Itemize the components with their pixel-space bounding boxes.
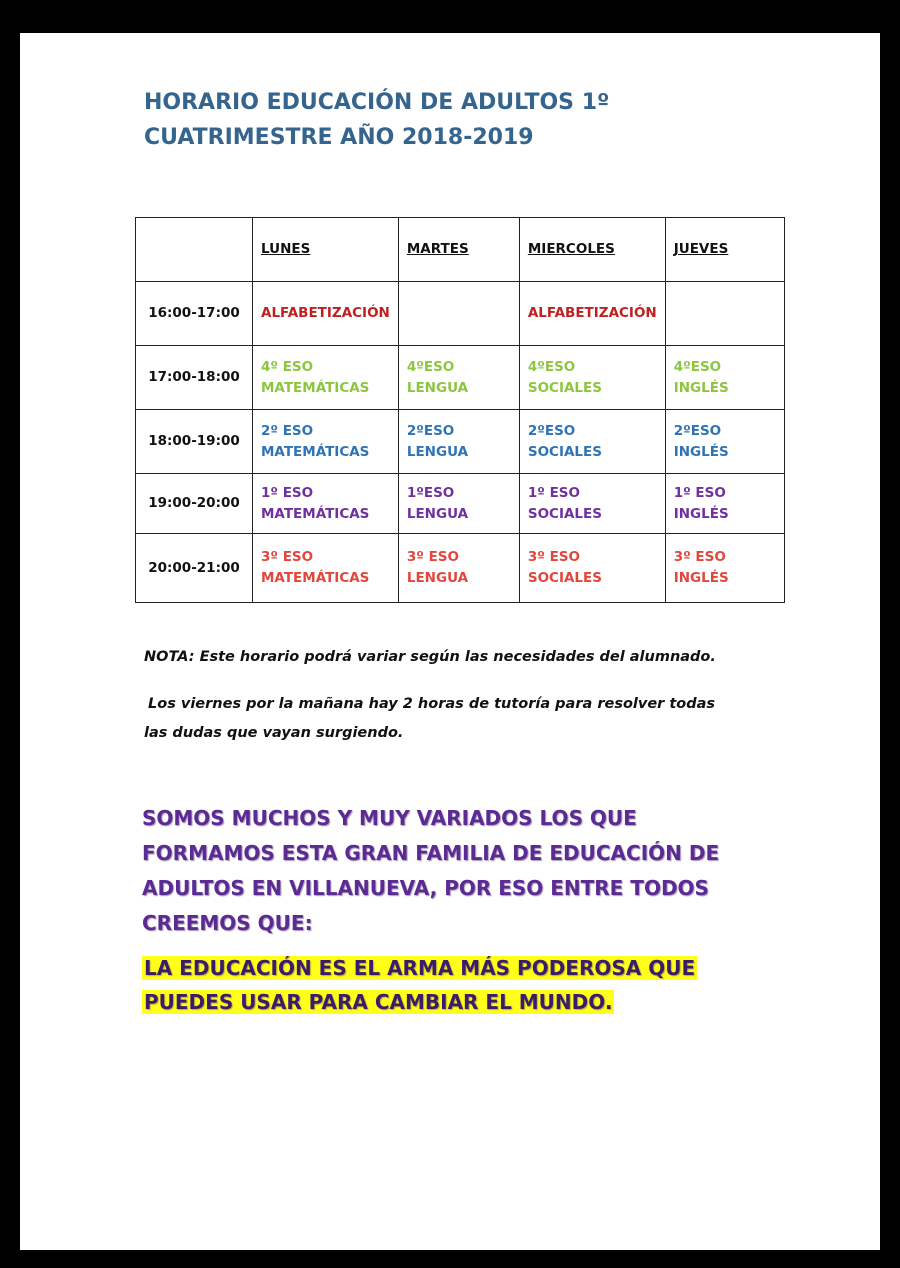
class-subject: SOCIALES (527, 443, 602, 460)
class-subject: MATEMÁTICAS (261, 443, 370, 460)
class-level: 3º ESO (673, 549, 726, 565)
class-cell-jueves (665, 410, 784, 474)
header-jueves: JUEVES (665, 218, 784, 282)
class-subject: SOCIALES (527, 505, 602, 522)
class-subject: MATEMÁTICAS (261, 379, 370, 396)
class-cell-lunes (253, 282, 399, 346)
friday-note-line-1: Los viernes por la mañana hay 2 horas de tutoría para resolver todas (148, 696, 716, 712)
class-level: 1º ESO (527, 484, 580, 501)
friday-note-line-2: las dudas que vayan surgiendo. (144, 725, 404, 741)
schedule-table (135, 217, 785, 603)
class-level: 4ºESO (406, 358, 455, 375)
class-cell-lunes (253, 346, 399, 410)
class-level: 2º ESO (261, 422, 314, 439)
class-subject: LENGUA (406, 379, 469, 396)
motto-line-2: FORMAMOS ESTA GRAN FAMILIA DE EDUCACIÓN DE (142, 841, 720, 865)
motto-line-3: ADULTOS EN VILLANUEVA, POR ESO ENTRE TODOS (142, 876, 709, 900)
header-row (136, 218, 785, 282)
class-level: 4ºESO (527, 358, 576, 375)
class-cell-martes (398, 474, 519, 534)
header-corner (136, 218, 253, 282)
class-level: 1º ESO (261, 484, 314, 501)
class-level: 4º ESO (261, 358, 314, 375)
class-cell-lunes (253, 534, 399, 603)
class-cell-miercoles (519, 282, 665, 346)
schedule-row (136, 474, 785, 534)
class-level: ALFABETIZACIÓN (261, 305, 390, 321)
header-lunes: LUNES (253, 218, 399, 282)
schedule-row (136, 534, 785, 603)
class-subject: INGLÉS (673, 570, 729, 586)
class-subject: INGLÉS (673, 505, 729, 522)
motto-line-4: CREEMOS QUE: (142, 911, 313, 935)
class-subject: LENGUA (406, 570, 469, 586)
class-level: 3º ESO (527, 549, 580, 565)
schedule-note: NOTA: Este horario podrá variar según las necesidades del alumnado. (144, 649, 716, 665)
class-level: 3º ESO (406, 549, 459, 565)
class-subject: LENGUA (406, 505, 469, 522)
class-subject: MATEMÁTICAS (261, 505, 370, 522)
class-cell-martes (398, 410, 519, 474)
class-subject: LENGUA (406, 443, 469, 460)
class-cell-jueves (665, 282, 784, 346)
schedule-row (136, 346, 785, 410)
class-cell-miercoles (519, 346, 665, 410)
class-subject: SOCIALES (527, 570, 602, 586)
class-subject: SOCIALES (527, 379, 602, 396)
class-level: ALFABETIZACIÓN (527, 305, 657, 321)
time-slot: 20:00-21:00 (136, 534, 253, 603)
class-cell-martes (398, 346, 519, 410)
time-slot: 19:00-20:00 (136, 474, 253, 534)
title-line-1: HORARIO EDUCACIÓN DE ADULTOS 1º (144, 90, 610, 115)
class-cell-jueves (665, 346, 784, 410)
quote-highlight-2: PUEDES USAR PARA CAMBIAR EL MUNDO. (144, 990, 613, 1014)
class-cell-lunes (253, 410, 399, 474)
motto-text (142, 801, 762, 941)
class-subject: INGLÉS (673, 379, 729, 396)
class-level: 4ºESO (673, 358, 722, 375)
schedule-row (136, 410, 785, 474)
class-cell-martes (398, 282, 519, 346)
friday-tutoring-note (144, 690, 764, 748)
class-cell-miercoles (519, 410, 665, 474)
schedule-row (136, 282, 785, 346)
title-line-2: CUATRIMESTRE AÑO 2018-2019 (144, 125, 534, 150)
quote-highlight-1: LA EDUCACIÓN ES EL ARMA MÁS PODEROSA QUE (144, 956, 696, 980)
class-level: 1º ESO (673, 484, 726, 501)
class-level: 1ºESO (406, 484, 455, 501)
class-level: 2ºESO (673, 422, 722, 439)
class-cell-miercoles (519, 474, 665, 534)
class-subject: MATEMÁTICAS (261, 570, 370, 586)
class-subject: INGLÉS (673, 443, 729, 460)
class-level: 2ºESO (406, 422, 455, 439)
document-page (20, 33, 880, 1250)
header-martes: MARTES (398, 218, 519, 282)
page-title (144, 85, 704, 155)
class-cell-jueves (665, 534, 784, 603)
motto-line-1: SOMOS MUCHOS Y MUY VARIADOS LOS QUE (142, 806, 637, 830)
header-miercoles: MIERCOLES (519, 218, 665, 282)
quote-line-2 (142, 985, 762, 1019)
class-level: 3º ESO (261, 549, 314, 565)
time-slot: 16:00-17:00 (136, 282, 253, 346)
schedule-body (136, 218, 785, 603)
class-cell-lunes (253, 474, 399, 534)
class-cell-miercoles (519, 534, 665, 603)
quote-line-1 (142, 951, 762, 985)
highlighted-quote (142, 951, 762, 1019)
class-cell-martes (398, 534, 519, 603)
class-cell-jueves (665, 474, 784, 534)
class-level: 2ºESO (527, 422, 576, 439)
time-slot: 18:00-19:00 (136, 410, 253, 474)
time-slot: 17:00-18:00 (136, 346, 253, 410)
